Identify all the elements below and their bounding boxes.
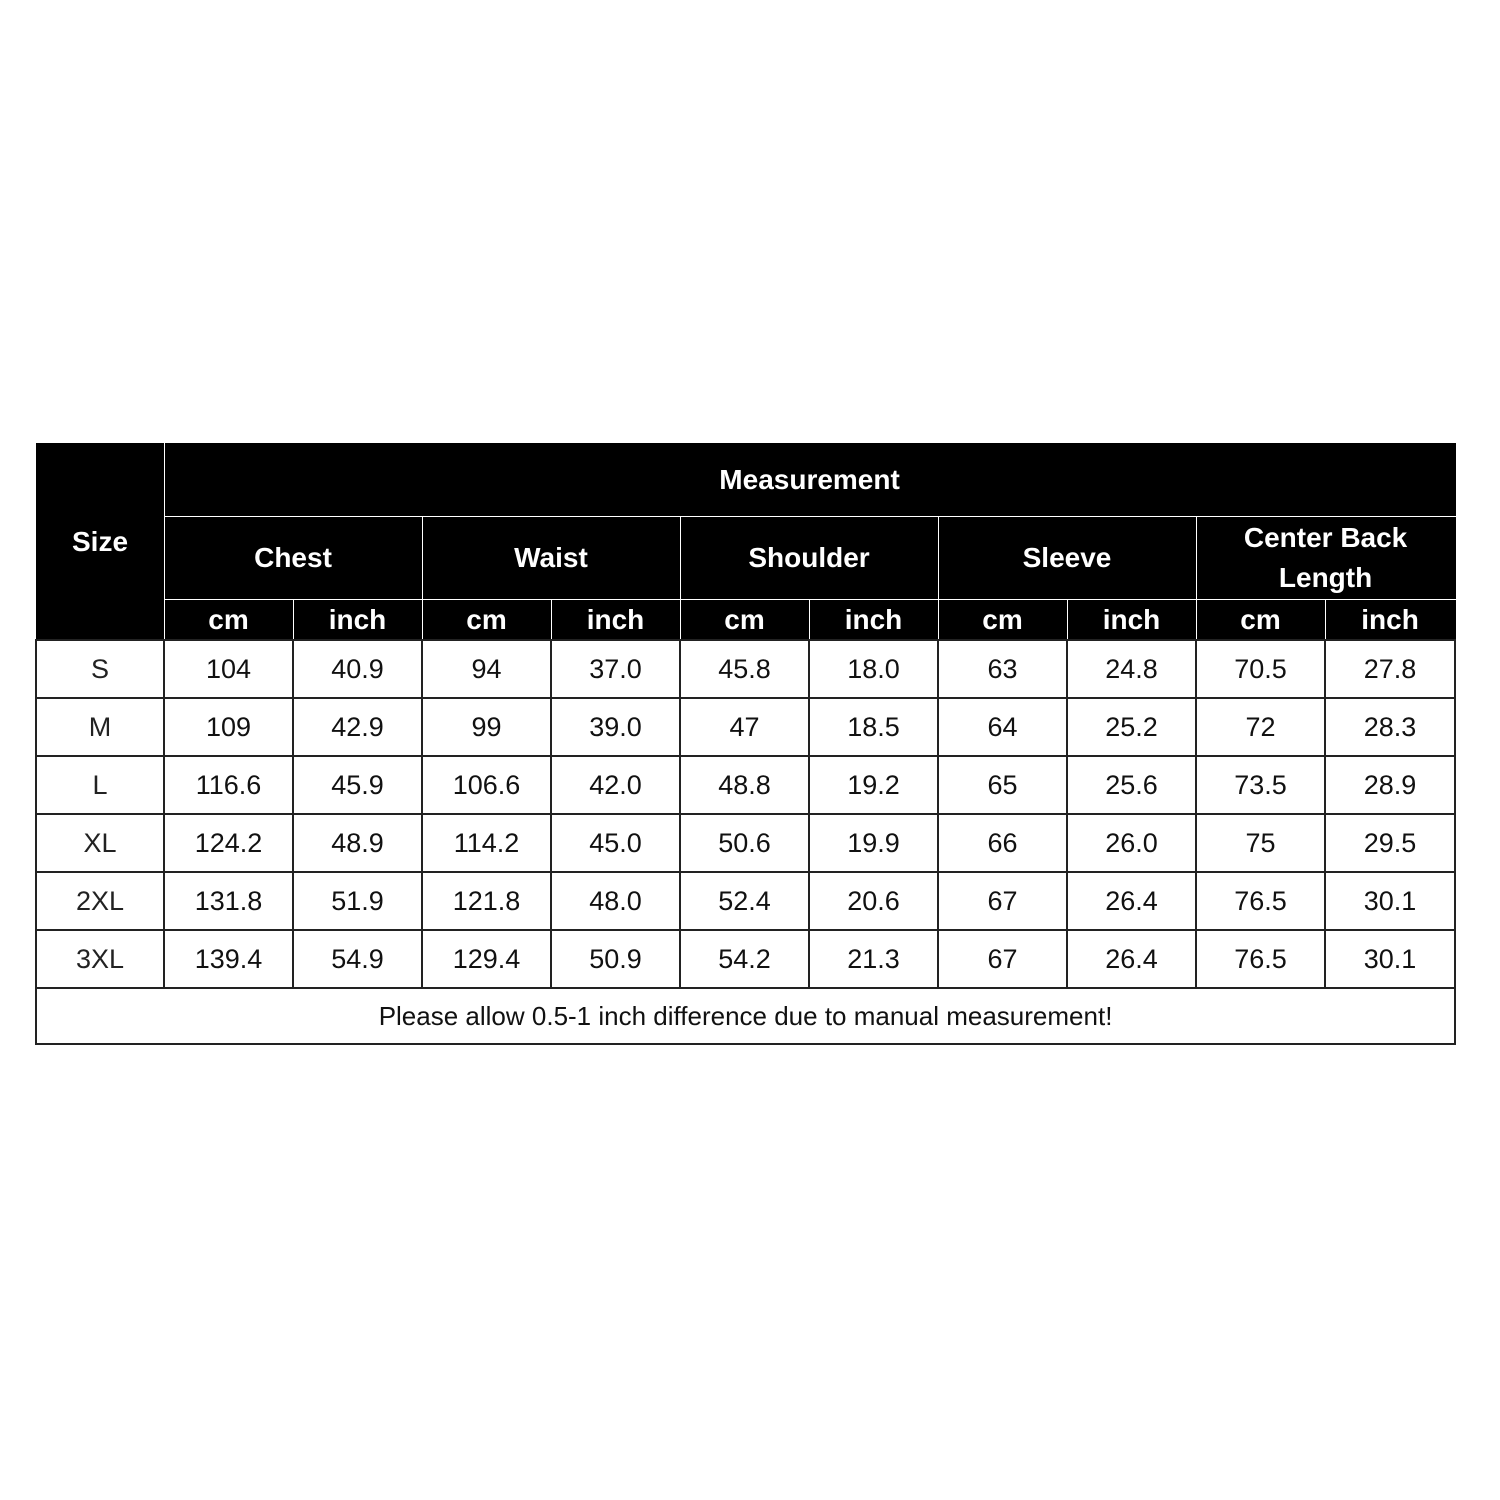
value-cell: 52.4	[680, 872, 809, 930]
value-cell: 30.1	[1325, 930, 1455, 988]
table-row	[36, 698, 1455, 756]
value-cell: 54.2	[680, 930, 809, 988]
value-cell: 27.8	[1325, 640, 1455, 698]
value-cell: 75	[1196, 814, 1325, 872]
group-header: Shoulder	[680, 517, 938, 600]
value-cell: 24.8	[1067, 640, 1196, 698]
value-cell: 20.6	[809, 872, 938, 930]
value-cell: 26.4	[1067, 930, 1196, 988]
value-cell: 30.1	[1325, 872, 1455, 930]
unit-header: cm	[680, 600, 809, 641]
value-cell: 70.5	[1196, 640, 1325, 698]
value-cell: 129.4	[422, 930, 551, 988]
measurement-header: Measurement	[164, 444, 1455, 517]
size-cell: L	[36, 756, 164, 814]
value-cell: 28.9	[1325, 756, 1455, 814]
value-cell: 67	[938, 930, 1067, 988]
value-cell: 45.0	[551, 814, 680, 872]
size-chart-table	[35, 443, 1456, 1045]
unit-header: inch	[1067, 600, 1196, 641]
value-cell: 39.0	[551, 698, 680, 756]
value-cell: 54.9	[293, 930, 422, 988]
table-body	[36, 640, 1455, 988]
value-cell: 139.4	[164, 930, 293, 988]
value-cell: 124.2	[164, 814, 293, 872]
unit-header: cm	[1196, 600, 1325, 641]
value-cell: 63	[938, 640, 1067, 698]
footer-note: Please allow 0.5-1 inch difference due to manual measurement!	[36, 988, 1455, 1044]
value-cell: 121.8	[422, 872, 551, 930]
size-cell: M	[36, 698, 164, 756]
value-cell: 42.0	[551, 756, 680, 814]
value-cell: 72	[1196, 698, 1325, 756]
value-cell: 19.9	[809, 814, 938, 872]
value-cell: 94	[422, 640, 551, 698]
value-cell: 104	[164, 640, 293, 698]
value-cell: 28.3	[1325, 698, 1455, 756]
group-header: Sleeve	[938, 517, 1196, 600]
group-header: Chest	[164, 517, 422, 600]
unit-header: cm	[164, 600, 293, 641]
value-cell: 109	[164, 698, 293, 756]
unit-header: inch	[551, 600, 680, 641]
unit-header: inch	[809, 600, 938, 641]
table-row	[36, 756, 1455, 814]
unit-header: cm	[938, 600, 1067, 641]
value-cell: 18.5	[809, 698, 938, 756]
unit-header: cm	[422, 600, 551, 641]
table-header	[36, 444, 1455, 641]
value-cell: 76.5	[1196, 872, 1325, 930]
unit-header: inch	[293, 600, 422, 641]
value-cell: 48.8	[680, 756, 809, 814]
value-cell: 99	[422, 698, 551, 756]
value-cell: 76.5	[1196, 930, 1325, 988]
value-cell: 47	[680, 698, 809, 756]
size-cell: S	[36, 640, 164, 698]
unit-header-row	[36, 600, 1455, 641]
unit-header: inch	[1325, 600, 1455, 641]
value-cell: 131.8	[164, 872, 293, 930]
value-cell: 66	[938, 814, 1067, 872]
value-cell: 25.2	[1067, 698, 1196, 756]
table-row	[36, 814, 1455, 872]
value-cell: 67	[938, 872, 1067, 930]
value-cell: 42.9	[293, 698, 422, 756]
size-cell: 2XL	[36, 872, 164, 930]
value-cell: 37.0	[551, 640, 680, 698]
value-cell: 45.8	[680, 640, 809, 698]
value-cell: 19.2	[809, 756, 938, 814]
value-cell: 73.5	[1196, 756, 1325, 814]
value-cell: 65	[938, 756, 1067, 814]
value-cell: 48.9	[293, 814, 422, 872]
value-cell: 25.6	[1067, 756, 1196, 814]
size-header: Size	[36, 444, 164, 641]
value-cell: 116.6	[164, 756, 293, 814]
value-cell: 106.6	[422, 756, 551, 814]
value-cell: 64	[938, 698, 1067, 756]
value-cell: 50.9	[551, 930, 680, 988]
value-cell: 26.0	[1067, 814, 1196, 872]
group-header: Center Back Length	[1196, 517, 1455, 600]
value-cell: 18.0	[809, 640, 938, 698]
value-cell: 50.6	[680, 814, 809, 872]
value-cell: 21.3	[809, 930, 938, 988]
value-cell: 40.9	[293, 640, 422, 698]
value-cell: 45.9	[293, 756, 422, 814]
value-cell: 48.0	[551, 872, 680, 930]
table-row	[36, 930, 1455, 988]
table-row	[36, 872, 1455, 930]
size-cell: 3XL	[36, 930, 164, 988]
group-header-row	[36, 517, 1455, 600]
value-cell: 29.5	[1325, 814, 1455, 872]
table-row	[36, 640, 1455, 698]
group-header: Waist	[422, 517, 680, 600]
value-cell: 26.4	[1067, 872, 1196, 930]
value-cell: 51.9	[293, 872, 422, 930]
value-cell: 114.2	[422, 814, 551, 872]
size-cell: XL	[36, 814, 164, 872]
